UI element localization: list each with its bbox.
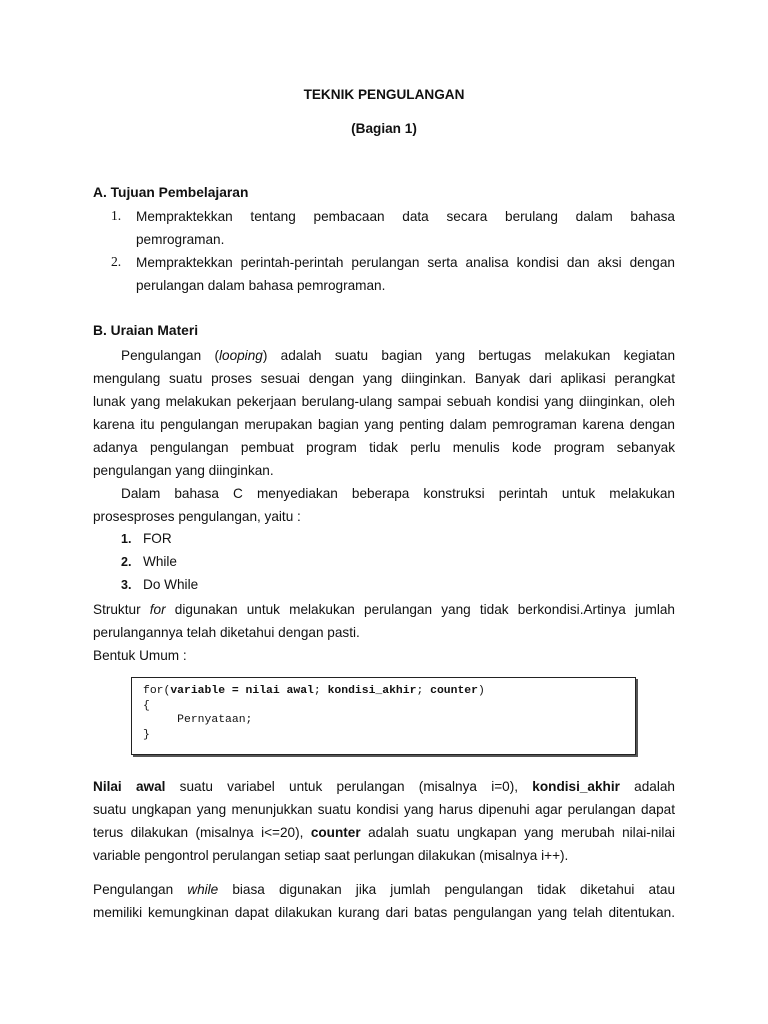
objective-1-line-1: Mempraktekkan tentang pembacaan data secara berulang dalam bahasa <box>136 209 675 224</box>
paragraph-3-text: Struktur <box>93 602 150 617</box>
paragraph-1-line-3: lunak yang melakukan pekerjaan berulang-ulang sampai sebuah kondisi yang diinginkan, oleh <box>93 394 675 409</box>
loop-item-number: 3. <box>121 578 132 592</box>
code-token: variable = nilai awal <box>170 685 314 697</box>
objective-2-number: 2. <box>111 254 122 269</box>
looping-term: looping <box>218 348 263 363</box>
code-token: for( <box>143 685 171 697</box>
paragraph-4-line-3 <box>93 824 675 842</box>
paragraph-4-line-2: suatu ungkapan yang menunjukkan suatu kondisi yang harus dipenuhi agar perulangan dapat <box>93 802 675 817</box>
paragraph-1-line-2: mengulang suatu proses sesuai dengan yang diinginkan. Banyak dari aplikasi perangkat <box>93 371 675 386</box>
paragraph-5-line-1 <box>93 881 675 899</box>
paragraph-3-line-1 <box>93 601 675 619</box>
paragraph-2-line-1: Dalam bahasa C menyediakan beberapa konstruksi perintah untuk melakukan <box>121 486 675 501</box>
document-title: TEKNIK PENGULANGAN <box>303 87 465 102</box>
code-token: counter <box>430 685 478 697</box>
paragraph-4-text: adalah <box>619 779 675 794</box>
paragraph-4-text: terus dilakukan (misalnya i<=20), <box>93 825 311 840</box>
paragraph-4-line-1 <box>93 778 675 796</box>
paragraph-1-text: Pengulangan ( <box>121 348 219 363</box>
paragraph-5-line-2: memiliki kemungkinan dapat dilakukan kurang dari batas pengulangan yang telah ditentukan. <box>93 905 675 920</box>
objective-2-line-2: perulangan dalam bahasa pemrograman. <box>136 278 386 293</box>
objective-2-line-1: Mempraktekkan perintah-perintah perulangan serta analisa kondisi dan aksi dengan <box>136 255 675 270</box>
paragraph-3-line-2: perulangannya telah diketahui dengan pasti. <box>93 625 360 640</box>
code-line-4: } <box>143 729 150 741</box>
kondisi-akhir-term: kondisi_akhir <box>532 779 620 794</box>
code-block <box>131 677 636 755</box>
while-term: while <box>187 882 219 897</box>
paragraph-1-line-4: karena itu pengulangan merupakan bagian yang penting dalam pemrograman karena dengan <box>93 417 675 432</box>
loop-item-while: While <box>143 554 177 569</box>
code-line-3: Pernyataan; <box>143 714 253 726</box>
code-token: kondisi_akhir <box>327 685 417 697</box>
paragraph-5-text: Pengulangan <box>93 882 188 897</box>
nilai-awal-term: Nilai awal <box>93 779 166 794</box>
paragraph-4-text: adalah suatu ungkapan yang merubah nilai-nilai <box>360 825 675 840</box>
bentuk-umum-label: Bentuk Umum : <box>93 648 187 663</box>
objective-1-line-2: pemrograman. <box>136 232 225 247</box>
loop-item-for: FOR <box>143 531 172 546</box>
document-subtitle: (Bagian 1) <box>351 121 417 136</box>
code-line-2: { <box>143 700 150 712</box>
code-line-1 <box>143 684 485 698</box>
loop-item-number: 1. <box>121 532 132 546</box>
code-token: ; <box>313 685 328 697</box>
paragraph-1-line-1 <box>121 347 675 365</box>
counter-term: counter <box>310 825 361 840</box>
paragraph-1-line-5: adanya pengulangan pembuat program tidak perlu menulis kode program sebanyak <box>93 440 675 455</box>
paragraph-2-line-2: prosesproses pengulangan, yaitu : <box>93 509 301 524</box>
code-token: ; <box>416 685 431 697</box>
loop-item-number: 2. <box>121 555 132 569</box>
paragraph-1-text: ) adalah suatu bagian yang bertugas melakukan kegiatan <box>262 348 676 363</box>
section-a-heading: A. Tujuan Pembelajaran <box>93 185 249 200</box>
paragraph-3-text: digunakan untuk melakukan perulangan yang tidak berkondisi.Artinya jumlah <box>165 602 675 617</box>
section-b-heading: B. Uraian Materi <box>93 323 199 338</box>
objective-1-number: 1. <box>111 208 122 223</box>
for-term: for <box>149 602 166 617</box>
paragraph-4-line-4: variable pengontrol perulangan setiap saat perlungan dilakukan (misalnya i++). <box>93 848 569 863</box>
code-token: ) <box>477 685 485 697</box>
paragraph-4-text: suatu variabel untuk perulangan (misalnya i=0), <box>165 779 533 794</box>
paragraph-5-text: biasa digunakan jika jumlah pengulangan tidak diketahui atau <box>218 882 676 897</box>
paragraph-1-line-6: pengulangan yang diinginkan. <box>93 463 274 478</box>
loop-item-do-while: Do While <box>143 577 199 592</box>
